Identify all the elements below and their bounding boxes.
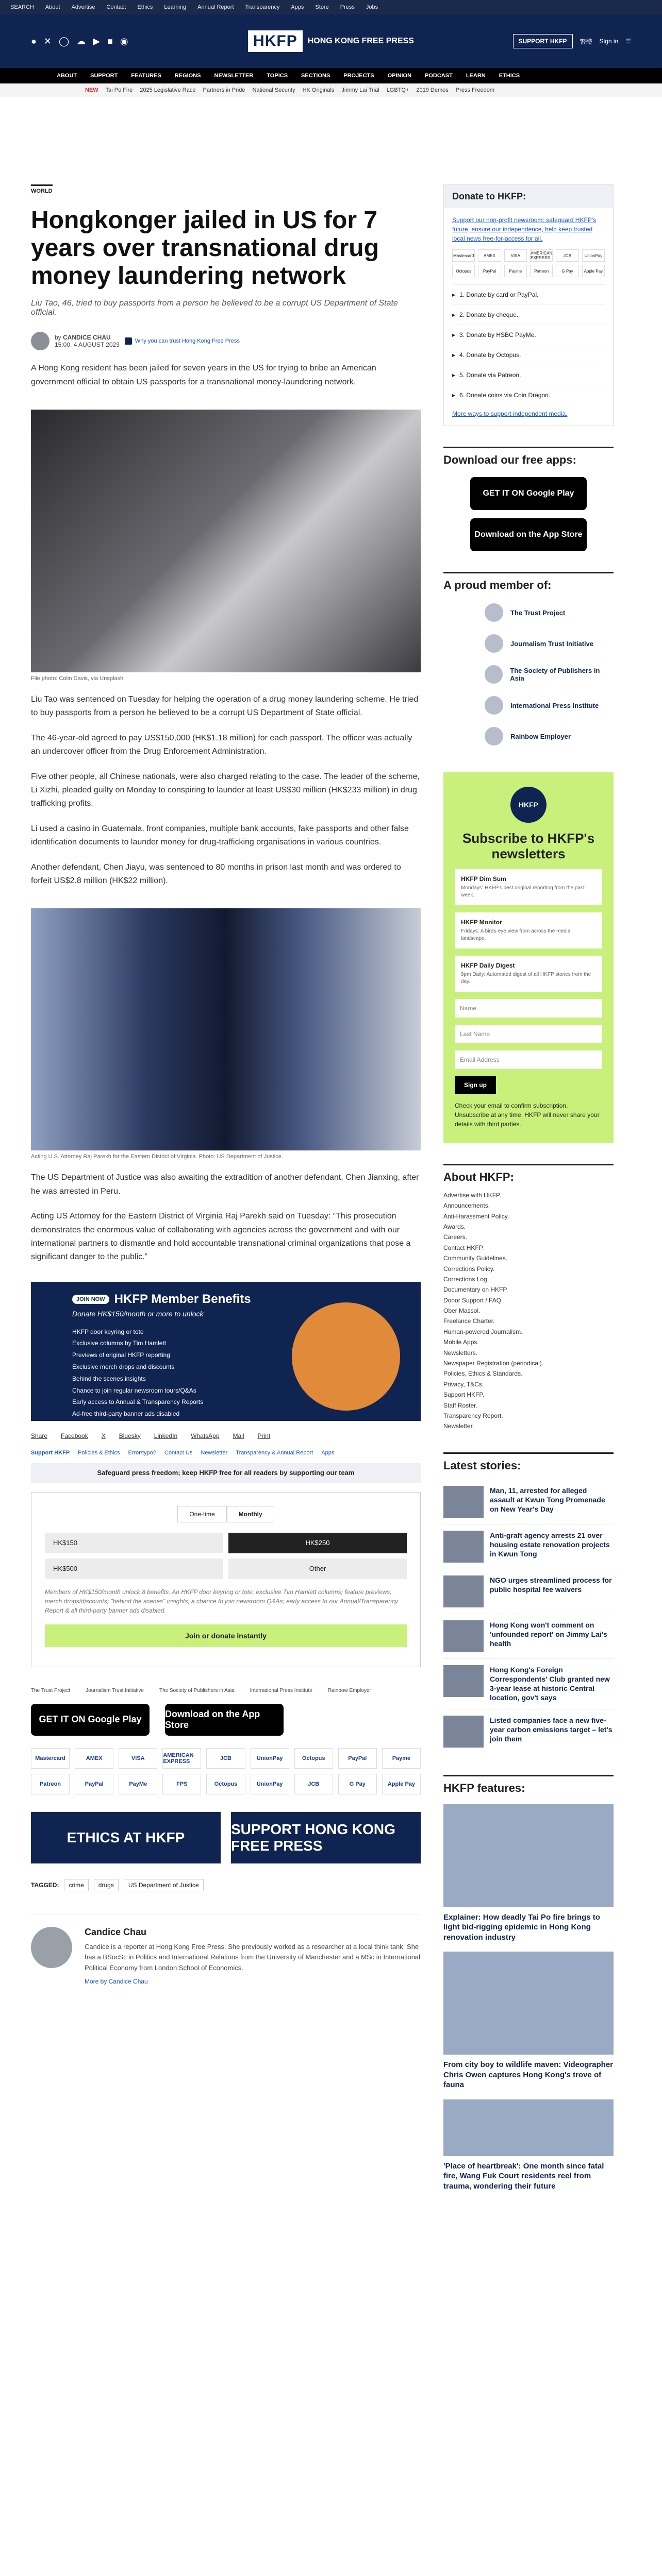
instagram-icon[interactable]: ◯ (58, 36, 70, 46)
donate-widget (31, 1492, 421, 1667)
latest-stories (443, 1480, 614, 1754)
article-main (31, 97, 421, 2191)
trending-item[interactable]: Tai Po Fire (105, 87, 133, 93)
donate-box (443, 184, 614, 426)
member-org[interactable]: Journalism Trust Initiative (443, 628, 614, 659)
publish-date: 15:00, 4 AUGUST 2023 (55, 341, 120, 349)
sidebar (443, 97, 614, 2191)
nav-regions[interactable]: REGIONS (174, 73, 201, 79)
about-link[interactable]: Contact HKFP. (443, 1244, 484, 1251)
sidebar-payment-logos (452, 249, 605, 277)
latest-story[interactable] (443, 1480, 614, 1524)
newsletter-desc: Mondays: HKFP's best original reporting from the past week. (461, 885, 585, 898)
payment-logo: Octopus (294, 1748, 333, 1769)
benefit-item: Behind the scenes insights (72, 1375, 146, 1382)
trending-item[interactable]: Jimmy Lai Trial (341, 87, 379, 93)
about-link[interactable]: Human-powered Journalism. (443, 1328, 523, 1335)
member-benefits-promo[interactable] (31, 1282, 421, 1421)
amount-options (45, 1533, 407, 1579)
about-link[interactable]: Anti-Harassment Policy. (443, 1212, 509, 1220)
logo-text: HONG KONG FREE PRESS (307, 37, 414, 46)
badge-sopa[interactable]: The Society of Publishers in Asia (159, 1687, 235, 1693)
join-donate-button[interactable]: Join or donate instantly (45, 1624, 407, 1647)
author-box-name[interactable]: Candice Chau (85, 1926, 147, 1937)
donate-title: Donate to HKFP: (444, 185, 613, 208)
top-utility-bar (0, 0, 662, 14)
donate-option[interactable]: ▸ 3. Donate by HSBC PayMe. (452, 325, 605, 345)
payment-logo: AMEX (478, 249, 501, 262)
donate-option[interactable]: ▸ 2. Donate by cheque. (452, 304, 605, 325)
tag-list (31, 1879, 421, 1891)
about-link[interactable]: Staff Roster. (443, 1401, 477, 1409)
payment-logo: Apple Pay (582, 265, 605, 277)
topbar-link-ethics[interactable]: Ethics (137, 4, 153, 10)
benefit-item: HKFP door keyring or tote (72, 1328, 144, 1335)
about-heading: About HKFP: (443, 1164, 614, 1184)
topbar-link-learning[interactable]: Learning (164, 4, 187, 10)
topbar-link-store[interactable]: Store (315, 4, 329, 10)
newsletter-option[interactable] (455, 912, 602, 948)
share-print[interactable]: Print (257, 1432, 271, 1439)
member-org[interactable]: The Trust Project (443, 597, 614, 628)
payment-logo: G Pay (338, 1774, 377, 1794)
about-link[interactable]: Mobile Apps. (443, 1338, 479, 1346)
payment-logo: AMERICAN EXPRESS (530, 249, 553, 262)
tag-item[interactable]: crime (64, 1879, 88, 1891)
payment-logo: Apple Pay (382, 1774, 421, 1794)
payment-logo: Mastercard (452, 249, 475, 262)
newsletter-desc: Fridays: A birds-eye view from across the media landscape. (461, 928, 571, 941)
promo-subtitle: Donate HK$150/month or more to unlock (72, 1309, 204, 1318)
new-label: NEW (85, 87, 98, 93)
story-thumbnail (443, 1620, 484, 1652)
payment-logo: PayPal (75, 1774, 113, 1794)
payment-logo: UnionPay (251, 1748, 289, 1769)
share-bar (31, 1432, 421, 1439)
feature-title: From city boy to wildlife maven: Videographer Chris Owen captures Hong Kong's trove of fauna (443, 2060, 613, 2090)
trending-item[interactable]: 2025 Legislative Race (140, 87, 196, 93)
freq-monthly[interactable]: Monthly (227, 1506, 274, 1522)
app-store-button[interactable]: Download on the App Store (165, 1704, 284, 1736)
newsletter-option[interactable] (455, 869, 602, 905)
member-org[interactable]: The Society of Publishers in Asia (443, 659, 614, 690)
story-thumbnail (443, 1716, 484, 1748)
payment-logo: VISA (119, 1748, 157, 1769)
site-header (0, 14, 662, 68)
youtube-icon[interactable]: ▶ (93, 36, 100, 46)
about-link[interactable]: Support HKFP. (443, 1391, 485, 1399)
nav-podcast[interactable]: PODCAST (425, 73, 453, 79)
newsletter-note: Check your email to confirm subscription. Unsubscribe at any time. HKFP will never share your details with third parties. (455, 1101, 600, 1128)
trending-item[interactable]: HK Originals (302, 87, 335, 93)
topbar-link-advertise[interactable]: Advertise (71, 4, 95, 10)
footer-links (31, 1450, 421, 1456)
site-logo[interactable] (248, 30, 414, 52)
newsletter-name: HKFP Dim Sum (461, 875, 506, 883)
about-link[interactable]: Donor Support / FAQ. (443, 1296, 503, 1304)
org-logo-icon (485, 665, 503, 684)
payment-logo: G Pay (556, 265, 578, 277)
article-subhead: Liu Tao, 46, tried to buy passports from a person he believed to be a corrupt US Department of State official. (31, 299, 398, 317)
donate-option[interactable]: ▸ 5. Donate via Patreon. (452, 365, 605, 385)
article-paragraph: Liu Tao was sentenced on Tuesday for helping the operation of a drug money laundering scheme. He tried to buy passports from a person he believed to be a corrupt US Department of State official. (31, 695, 419, 718)
join-now-badge[interactable]: JOIN NOW (72, 1295, 109, 1304)
share-whatsapp[interactable]: WhatsApp (191, 1432, 220, 1439)
topbar-link-jobs[interactable]: Jobs (366, 4, 378, 10)
proud-member-heading: A proud member of: (443, 572, 614, 592)
rss-icon[interactable]: ◉ (120, 36, 128, 46)
about-link[interactable]: Newsletter. (443, 1422, 474, 1430)
badge-jti[interactable]: Journalism Trust Initiative (86, 1687, 144, 1693)
promo-title: HKFP Member Benefits (114, 1292, 251, 1306)
link-transparency[interactable]: Transparency & Annual Report (236, 1449, 313, 1456)
topbar-link-annual-report[interactable]: Annual Report (197, 4, 234, 10)
payment-logo: PayPal (478, 265, 501, 277)
payment-logo: JCB (206, 1748, 245, 1769)
payment-logo: Patreon (530, 265, 553, 277)
story-title: NGO urges streamlined process for public hospital fee waivers (490, 1575, 612, 1594)
about-link[interactable]: Freelance Charter. (443, 1317, 495, 1325)
payment-logo: UnionPay (582, 249, 605, 262)
story-thumbnail (443, 1575, 484, 1607)
hkfp-logo-icon: HKFP (510, 787, 547, 823)
nav-features[interactable]: FEATURES (131, 73, 161, 79)
newsletter-signup (443, 772, 614, 1143)
payment-logo: Octopus (452, 265, 475, 277)
ethics-banner[interactable]: ETHICS AT HKFP (31, 1812, 221, 1863)
payment-logo: Payme (504, 265, 527, 277)
nav-sections[interactable]: SECTIONS (301, 73, 330, 79)
about-link[interactable]: Transparency Report. (443, 1412, 503, 1419)
donate-text-link[interactable]: Support our non-profit newsroom: safeguard HKFP's future, ensure our independence, help keep trusted local news free-for-access for all. (452, 216, 597, 242)
member-badges (31, 1688, 421, 1693)
attorney-photo (31, 908, 421, 1150)
payment-logo: JCB (294, 1774, 333, 1794)
section-kicker[interactable]: WORLD (31, 184, 53, 194)
link-newsletter[interactable]: Newsletter (201, 1449, 228, 1456)
trending-item[interactable]: 2019 Demos (416, 87, 449, 93)
donate-note: Members of HK$150/month unlock 8 benefits: An HKFP door keyring or tote; exclusive Tim Hamlett columns; feature previews; merch drops/discounts; "behind the scenes" insights; a chance to join newsroom Q&As; early access to our Annual/Transparency Report & all third-party banner ads disabled. (45, 1588, 398, 1614)
trust-icon (125, 337, 132, 345)
author-avatar (31, 1927, 72, 1968)
more-ways-link[interactable]: More ways to support independent media. (452, 410, 568, 417)
member-org[interactable]: International Press Institute (443, 690, 614, 721)
share-facebook[interactable]: Facebook (61, 1432, 88, 1439)
trending-item[interactable]: Partners in Pride (203, 87, 245, 93)
email-field[interactable]: Email Address (455, 1050, 602, 1069)
last-name-field[interactable]: Last Name (455, 1025, 602, 1043)
benefit-item: Chance to join regular newsroom tours/Q&As (72, 1386, 196, 1394)
about-link[interactable]: Documentary on HKFP. (443, 1286, 508, 1294)
story-thumbnail (443, 1531, 484, 1563)
donate-option[interactable]: ▸ 6. Donate coins via Coin Dragon. (452, 385, 605, 405)
topbar-link-search[interactable]: SEARCH (10, 4, 34, 10)
badge-trust-project[interactable]: The Trust Project (31, 1687, 71, 1693)
author-name[interactable]: CANDICE CHAU (63, 334, 111, 342)
org-logo-icon (485, 727, 503, 745)
drugs-photo (31, 410, 421, 672)
signin-link[interactable]: Sign in (599, 38, 619, 45)
story-title: Hong Kong won't comment on 'unfounded report' on Jimmy Lai's health (490, 1620, 607, 1648)
badge-rainbow[interactable]: Rainbow Employer (327, 1687, 371, 1693)
support-hkfp-button[interactable]: SUPPORT HKFP (513, 34, 573, 48)
article-paragraph: Five other people, all Chinese nationals, were also charged relating to the case. The leader of the scheme, Li Xizhi, pleaded guilty on Monday to conspiring to launder at least US$30 million (HK$233 million) in drug trafficking profits. (31, 772, 420, 808)
article-paragraph: The 46-year-old agreed to pay US$150,000 (HK$1.18 million) for each passport. The officer was actually an undercover officer from the Drug Enforcement Administration. (31, 733, 412, 756)
name-field[interactable]: Name (455, 999, 602, 1018)
trust-label: Why you can trust Hong Kong Free Press (135, 338, 240, 345)
link-contact[interactable]: Contact Us (164, 1449, 193, 1456)
story-title: Hong Kong's Foreign Correspondents' Club granted new 3-year lease at historic Central location, gov't says (490, 1665, 610, 1702)
payment-logo: Payme (382, 1748, 421, 1769)
about-link[interactable]: Awards. (443, 1223, 466, 1230)
byline: by CANDICE CHAU 15:00, 4 AUGUST 2023 Why you can trust Hong Kong Free Press (31, 332, 421, 350)
latest-story[interactable] (443, 1524, 614, 1569)
share-bluesky[interactable]: Bluesky (119, 1432, 141, 1439)
link-error[interactable]: Error/typo? (128, 1449, 156, 1456)
photo-caption: File photo: Colin Davis, via Unsplash. (31, 675, 125, 682)
benefit-item: Ad-free third-party banner ads disabled (72, 1410, 180, 1418)
main-nav (0, 68, 662, 83)
newsletter-title: Subscribe to HKFP's newsletters (462, 831, 595, 861)
photo-caption: Acting U.S. Attorney Raj Parekh for the Eastern District of Virginia. Photo: US Department of Justice. (31, 1154, 283, 1160)
nav-newsletter[interactable]: NEWSLETTER (214, 73, 254, 79)
logo-mark: HKFP (248, 30, 303, 52)
about-link[interactable]: Careers. (443, 1233, 468, 1241)
app-buttons (31, 1704, 421, 1736)
share-label: Share (31, 1432, 48, 1439)
tag-item[interactable]: drugs (94, 1879, 119, 1891)
x-icon[interactable]: ✕ (43, 36, 52, 46)
article-paragraph: Acting US Attorney for the Eastern District of Virginia Raj Parekh said on Tuesday: “This prosecution demonstrates the enormous value of collaborating with agencies across the government and with our international partners to dismantle and hold accountable transnational criminal organizations that pose a significant danger to the public.” (31, 1212, 411, 1262)
story-thumbnail (443, 1665, 484, 1697)
feature-card[interactable] (443, 1952, 614, 2090)
google-play-button[interactable]: GET IT ON Google Play (470, 477, 587, 510)
author-box (31, 1914, 421, 1985)
feature-image (443, 2099, 614, 2156)
topbar-link-press[interactable]: Press (340, 4, 355, 10)
signup-button[interactable]: Sign up (455, 1076, 496, 1094)
about-link[interactable]: Announcements. (443, 1202, 490, 1210)
trending-item[interactable]: National Security (252, 87, 295, 93)
menu-icon[interactable]: ☰ (625, 38, 631, 45)
google-play-button[interactable]: GET IT ON Google Play (31, 1704, 150, 1736)
latest-story[interactable] (443, 1659, 614, 1709)
language-switch[interactable]: 繁體 (580, 38, 592, 45)
nav-about[interactable]: ABOUT (57, 73, 77, 79)
member-org-list (443, 597, 614, 752)
author-bio: Candice is a reporter at Hong Kong Free Press. She previously worked as a researcher at a local think tank. She has a BSocSc in Politics and International Relations from the University of Manchester and a MSc in International Political Economy from London School of Economics. (85, 1942, 421, 1972)
support-banner[interactable]: SUPPORT HONG KONG FREE PRESS (231, 1812, 421, 1863)
org-logo-icon (485, 634, 503, 653)
about-link[interactable]: Policies, Ethics & Standards. (443, 1370, 523, 1378)
donate-option[interactable]: ▸ 1. Donate by card or PayPal. (452, 284, 605, 304)
feature-title: Explainer: How deadly Tai Po fire brings to light bid-rigging epidemic in Hong Kong renovation industry (443, 1912, 600, 1942)
amount-option[interactable]: HK$500 (45, 1558, 223, 1579)
story-title: Listed companies face a new five-year carbon emissions target – let's join them (490, 1716, 613, 1743)
payment-logo: UnionPay (251, 1774, 289, 1794)
feature-title: 'Place of heartbreak': One month since fatal fire, Wang Fuk Court residents reel from trauma, wondering their future (443, 2161, 604, 2191)
feature-card[interactable] (443, 1804, 614, 1943)
app-store-button[interactable]: Download on the App Store (470, 518, 587, 551)
sidebar-app-buttons (443, 477, 614, 551)
nav-opinion[interactable]: OPINION (387, 73, 412, 79)
amount-option-selected[interactable]: HK$250 (228, 1533, 407, 1553)
about-link[interactable]: Community Guidelines. (443, 1255, 508, 1262)
about-link[interactable]: Newsletters. (443, 1349, 478, 1357)
org-logo-icon (485, 603, 503, 622)
article-paragraph: Another defendant, Chen Jiayu, was sentenced to 80 months in prison last month and was ordered to forfeit US$2.8 million (HK$22 million). (31, 862, 401, 885)
article-paragraph: Li used a casino in Guatemala, front companies, multiple bank accounts, fake passports and other false identification documents to launder money for drug-trafficking organisations in various countries. (31, 824, 409, 847)
member-org[interactable]: Rainbow Employer (443, 721, 614, 752)
share-mail[interactable]: Mail (233, 1432, 244, 1439)
benefit-item: Early access to Annual & Transparency Reports (72, 1398, 204, 1406)
payment-logo: Octopus (206, 1774, 245, 1794)
story-title: Man, 11, arrested for alleged assault at Kwun Tong Promenade on New Year's Day (490, 1486, 605, 1514)
payment-logo: Mastercard (31, 1748, 70, 1769)
link-apps[interactable]: Apps (321, 1449, 335, 1456)
donate-text (452, 215, 605, 243)
badge-ipi[interactable]: International Press Institute (250, 1687, 312, 1693)
tags-label: TAGGED: (31, 1881, 59, 1889)
facebook-icon[interactable]: ● (31, 36, 37, 46)
bluesky-icon[interactable]: ☁ (76, 36, 86, 46)
latest-heading: Latest stories: (443, 1452, 614, 1472)
newsletter-name: HKFP Monitor (461, 918, 502, 926)
story-title: Anti-graft agency arrests 21 over housing estate renovation projects in Kwun Tong (490, 1531, 610, 1558)
frequency-toggle (45, 1506, 407, 1522)
payment-logo: JCB (556, 249, 578, 262)
latest-story[interactable] (443, 1709, 614, 1754)
mascot-illustration (292, 1302, 400, 1411)
download-apps-heading: Download our free apps: (443, 447, 614, 467)
about-link[interactable]: Corrections Log. (443, 1275, 489, 1283)
tag-item[interactable]: US Department of Justice (124, 1879, 204, 1891)
newsletter-desc: 9pm Daily: Automated digest of all HKFP stories from the day. (461, 971, 591, 985)
topbar-link-contact[interactable]: Contact (106, 4, 126, 10)
topbar-link-transparency[interactable]: Transparency (245, 4, 280, 10)
payment-logo: PayPal (338, 1748, 377, 1769)
topbar-link-about[interactable]: About (45, 4, 60, 10)
benefit-item: Exclusive merch drops and discounts (72, 1363, 175, 1371)
nav-learn[interactable]: LEARN (466, 73, 486, 79)
trust-link[interactable] (125, 337, 240, 345)
about-link[interactable]: Corrections Policy. (443, 1265, 495, 1273)
benefit-item: Previews of original HKFP reporting (72, 1351, 170, 1359)
promo-banners (31, 1812, 421, 1863)
trending-bar (0, 83, 662, 97)
feature-image (443, 1804, 614, 1907)
safeguard-banner[interactable]: Safeguard press freedom; keep HKFP free for all readers by supporting our team (31, 1463, 421, 1483)
article-paragraph: A Hong Kong resident has been jailed for seven years in the US for trying to bribe an American government official to obtain US passports for a transnational money-laundering network. (31, 364, 376, 386)
more-by-author-link[interactable]: More by Candice Chau (85, 1978, 148, 1986)
features-heading: HKFP features: (443, 1775, 614, 1795)
newsletter-option[interactable] (455, 956, 602, 992)
share-x[interactable]: X (101, 1432, 106, 1439)
newsletter-name: HKFP Daily Digest (461, 961, 515, 969)
topbar-link-apps[interactable]: Apps (291, 4, 304, 10)
nav-topics[interactable]: TOPICS (267, 73, 288, 79)
payment-logo: VISA (504, 249, 527, 262)
latest-story[interactable] (443, 1569, 614, 1614)
trending-item[interactable]: LGBTQ+ (386, 87, 409, 93)
org-logo-icon (485, 696, 503, 715)
nav-projects[interactable]: PROJECTS (343, 73, 374, 79)
author-avatar (31, 332, 49, 350)
nav-support[interactable]: SUPPORT (90, 73, 118, 79)
payment-logo: PayMe (119, 1774, 157, 1794)
latest-story[interactable] (443, 1614, 614, 1659)
payment-logo: FPS (162, 1774, 201, 1794)
donate-option[interactable]: ▸ 4. Donate by Octopus. (452, 345, 605, 365)
nav-ethics[interactable]: ETHICS (499, 73, 520, 79)
about-link[interactable]: Ober Massol. (443, 1307, 481, 1315)
amount-option[interactable]: HK$150 (45, 1533, 223, 1553)
amount-option-other[interactable]: Other (228, 1558, 407, 1579)
story-thumbnail (443, 1486, 484, 1518)
payment-logos (31, 1748, 421, 1794)
share-linkedin[interactable]: LinkedIn (154, 1432, 178, 1439)
article-paragraph: The US Department of Justice was also awaiting the extradition of another defendant, Chen Jianxing, after he was arrested in Peru. (31, 1173, 419, 1196)
social-icons (31, 36, 128, 47)
about-links (443, 1190, 614, 1432)
about-link[interactable]: Newspaper Registration (periodical). (443, 1360, 544, 1367)
about-link[interactable]: Advertise with HKFP. (443, 1191, 501, 1199)
article-title: Hongkonger jailed in US for 7 years over transnational drug money laundering network (31, 207, 379, 290)
trending-item[interactable]: Press Freedom (455, 87, 494, 93)
link-support[interactable]: Support HKFP (31, 1449, 70, 1456)
freq-one-time[interactable]: One-time (177, 1506, 226, 1522)
feature-card[interactable] (443, 2099, 614, 2192)
link-policies[interactable]: Policies & Ethics (78, 1449, 120, 1456)
feature-image (443, 1952, 614, 2055)
about-link[interactable]: Privacy, T&Cs. (443, 1380, 484, 1388)
payment-logo: AMERICAN EXPRESS (162, 1748, 201, 1769)
linkedin-icon[interactable]: ■ (107, 36, 113, 46)
payment-logo: Patreon (31, 1774, 70, 1794)
donate-options (452, 284, 605, 405)
benefit-item: Exclusive columns by Tim Hamlett (72, 1340, 167, 1347)
payment-logo: AMEX (75, 1748, 113, 1769)
